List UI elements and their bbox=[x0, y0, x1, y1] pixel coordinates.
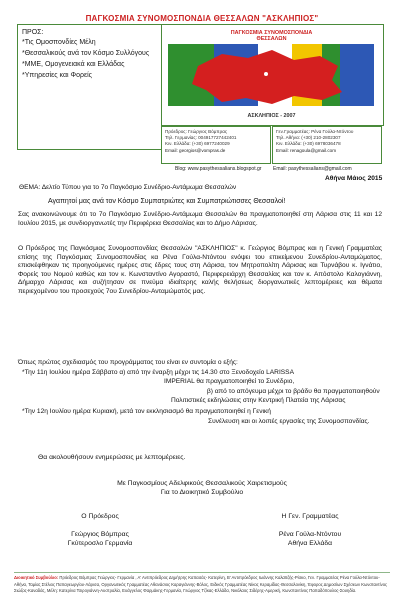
signature-secretary bbox=[250, 512, 370, 548]
closing bbox=[0, 480, 404, 497]
footer-text: Πρόεδρος Βόμπρας Γεώργιος- Γερμανία , Α' Αντιπρόεδρος Δημήτρης Καπασάς- Κατερίνη, Β' Αντιπρόεδρος Ιωάννης Καλαϊτζής-Ρίσκο, Γεν. Γραμματέας Ρένα Γούλα-Ντόντου-Αθήνα, Ταμίας Στέλιος Παπαγεωργίου-Λάρισα, Οργανωτικός Γραμματέας Αθανάσιος Καραγιάννης-Βόλος, Ειδικός Γραμματέας Νίκος Κεραμίδας-Θεσσαλονίκη, Έφορος Δημοσίων Σχέσεων Κωνσταντίνος Σιώζος-Καναδάς, Μέλη: Κατερίνα Τσιρογιάννη-Αυστραλία, Ευάγγελος Φαρμάκης-Γερμανία, Γεώργιος Τζίκας-Ελλάδα, Νικόλαος Σιδέρης-Αμερική, Κωνσταντίνος Παπαδόπουλος-Σουηδία. bbox=[14, 575, 388, 593]
closing-line: Με Παγκοσμίους Αδελφικούς Θεσσαλικούς Χαιρετισμούς bbox=[117, 480, 287, 487]
logo-title-line: ΠΑΓΚΟΣΜΙΑ ΣΥΝΟΜΟΣΠΟΝΔΙΑ bbox=[230, 30, 313, 36]
signature-role: Η Γεν. Γραμματέας bbox=[281, 513, 339, 520]
program-day1-line: *Την 11η Ιουλίου ημέρα Σάββατο α) από την έναρξη μέχρι τις 14.30 στο Ξενοδοχείο LARISSA bbox=[22, 369, 294, 376]
recipient-item: *Τις Ομοσπονδίες Μέλη bbox=[22, 39, 96, 46]
logo-map-icon bbox=[162, 40, 381, 112]
contact-line: Τηλ. Γερμανίας: 004917727442401 bbox=[165, 135, 237, 141]
to-label: ΠΡΟΣ: bbox=[22, 29, 44, 36]
signature-name: Ρένα Γούλα-Ντόντου bbox=[278, 531, 342, 538]
organization-email-link[interactable]: Email: pasythessalians@gmail.com bbox=[273, 166, 352, 172]
recipient-item: *Υπηρεσίες και Φορείς bbox=[22, 72, 93, 79]
signature-role: Ο Πρόεδρος bbox=[81, 513, 119, 520]
contact-line: Κιν. Ελλάδα: (+30) 6977240029 bbox=[165, 141, 230, 147]
signature-name: Γεώργιος Βόμπρας bbox=[71, 531, 129, 538]
letter-subject: ΘΕΜΑ: Δελτίο Τύπου για το 7ο Παγκόσμιο Συνέδριο-Αντάμωμα Θεσσαλών bbox=[19, 184, 237, 191]
contact-line: Πρόεδρος: Γεώργιος Βόμπρας bbox=[165, 129, 228, 134]
contact-line: Γεν.Γραμματέας: Ρένα Γούλα-Ντόντου bbox=[276, 129, 354, 134]
footer-divider bbox=[14, 572, 390, 573]
paragraph-announcement: Σας ανακοινώνουμε ότι το 7ο Παγκόσμιο Συνέδριο-Αντάμωμα Θεσσαλών θα πραγματοποιηθεί στη Λάρισα στις 11 και 12 Ιουλίου 2015, με συνδιοργανωτές την Περιφέρεια Θεσσαλίας και το Δήμο Λάρισας. bbox=[18, 211, 382, 227]
recipients-box bbox=[17, 24, 162, 150]
recipient-item: *Θεσσαλικούς ανά τον Κόσμο Συλλόγους bbox=[22, 50, 150, 57]
logo-subtitle: ΑΣΚΛΗΠΙΟΣ - 2007 bbox=[247, 113, 296, 119]
letter-greeting: Αγαπητοί μας ανά τον Κόσμο Συμπατριώτες και Συμπατριώτισσες Θεσσαλοί! bbox=[48, 198, 286, 205]
footer-title: Διοικητικό Συμβούλιο: bbox=[14, 575, 59, 580]
organization-title: ΠΑΓΚΟΣΜΙΑ ΣΥΝΟΜΟΣΠΟΝΔΙΑ ΘΕΣΣΑΛΩΝ "ΑΣΚΛΗΠΙΟΣ" bbox=[85, 14, 319, 23]
program-day2-line: *Την 12η Ιουλίου ημέρα Κυριακή, μετά τον εκκλησιασμό θα πραγματοποιηθεί η Γενική bbox=[22, 408, 271, 415]
secretary-email-link[interactable]: Email: renagoula@gmail.com bbox=[276, 147, 337, 153]
blog-link[interactable]: Blog: www.pasythessalians.blogspot.gr bbox=[175, 166, 262, 172]
president-contact bbox=[161, 126, 271, 164]
signature-location: Αθήνα Ελλάδα bbox=[287, 540, 333, 547]
recipient-item: *ΜΜΕ, Ομογενειακά και Ελλάδας bbox=[22, 61, 125, 68]
board-footer bbox=[14, 575, 390, 595]
program-day2-line: Συνέλευση και οι λοιπές εργασίες της Συνομοσπονδίας. bbox=[208, 418, 370, 425]
signature-president bbox=[40, 512, 160, 548]
follow-up-note: Θα ακολουθήσουν ενημερώσεις με λεπτομέρειες. bbox=[38, 454, 186, 461]
letter-date: Αθήνα Μάιος 2015 bbox=[325, 175, 383, 182]
secretary-contact bbox=[272, 126, 382, 164]
signature-spacer bbox=[250, 521, 370, 530]
program-day1-line: Πολιτιστικές εκδηλώσεις στην Κεντρική Πλατεία της Λάρισας bbox=[171, 397, 346, 404]
program-day1-line: IMPERIAL θα πραγματοποιηθεί το Συνέδριο, bbox=[164, 378, 295, 385]
signature-location: Γκύτεροσλο Γερμανία bbox=[67, 540, 133, 547]
signature-spacer bbox=[40, 521, 160, 530]
paragraph-visits: Ο Πρόεδρος της Παγκόσμιας Συνομοσπονδίας Θεσσαλών "ΑΣΚΛΗΠΙΟΣ" κ. Γεώργιος Βόμπρας και η Γενική Γραμματέας επίσης της Παγκόσμιας Συνομοσπονδίας κα Ρένα Γούλα-Ντόντου ενόψει του επικείμενου Συνεδρίου-Ανταμώματος, επισκέφθηκαν τις προηγούμενες ημέρες στις έδρες τους στη Λάρισα, τον Μητροπολίτη Λάρισας και Τυρνάβου κ. Ιγνάτιο, Φορείς του Νομού καθώς και τον κ. Κωνσταντίνο Αγοραστό, Περιφερειάρχη Θεσσαλίας και τον κ. Απόστολο Καλογιάννη, Δήμαρχο Λάρισας και συζήτησαν σε πνεύμα ιδιαίτερης καλής θελήσεως διοργανωτικές λεπτομέρειες και θέματα περιεχομένου του προσεχούς 7ου Συνεδρίου-Ανταμώματός μας. bbox=[18, 245, 382, 295]
program-intro: Όπως πρώτος σχεδιασμός του προγράμματος του είναι εν συντομία ο εξής: bbox=[18, 359, 238, 366]
president-email-link[interactable]: Email: georgios@vompras.de bbox=[165, 147, 226, 153]
program-day1-line: β) από το απόγευμα μέχρι το βράδυ θα πραγματοποιηθούν bbox=[207, 388, 380, 395]
contact-line: Κιν. Ελλάδα: (+30) 6978036478 bbox=[276, 141, 341, 147]
contact-line: Τηλ. Αθήνα: (+30) 210-2802307 bbox=[276, 135, 341, 141]
closing-line: Για το Διοικητικό Συμβούλιο bbox=[160, 488, 244, 496]
logo-title-line: ΘΕΣΣΑΛΩΝ bbox=[256, 36, 287, 42]
